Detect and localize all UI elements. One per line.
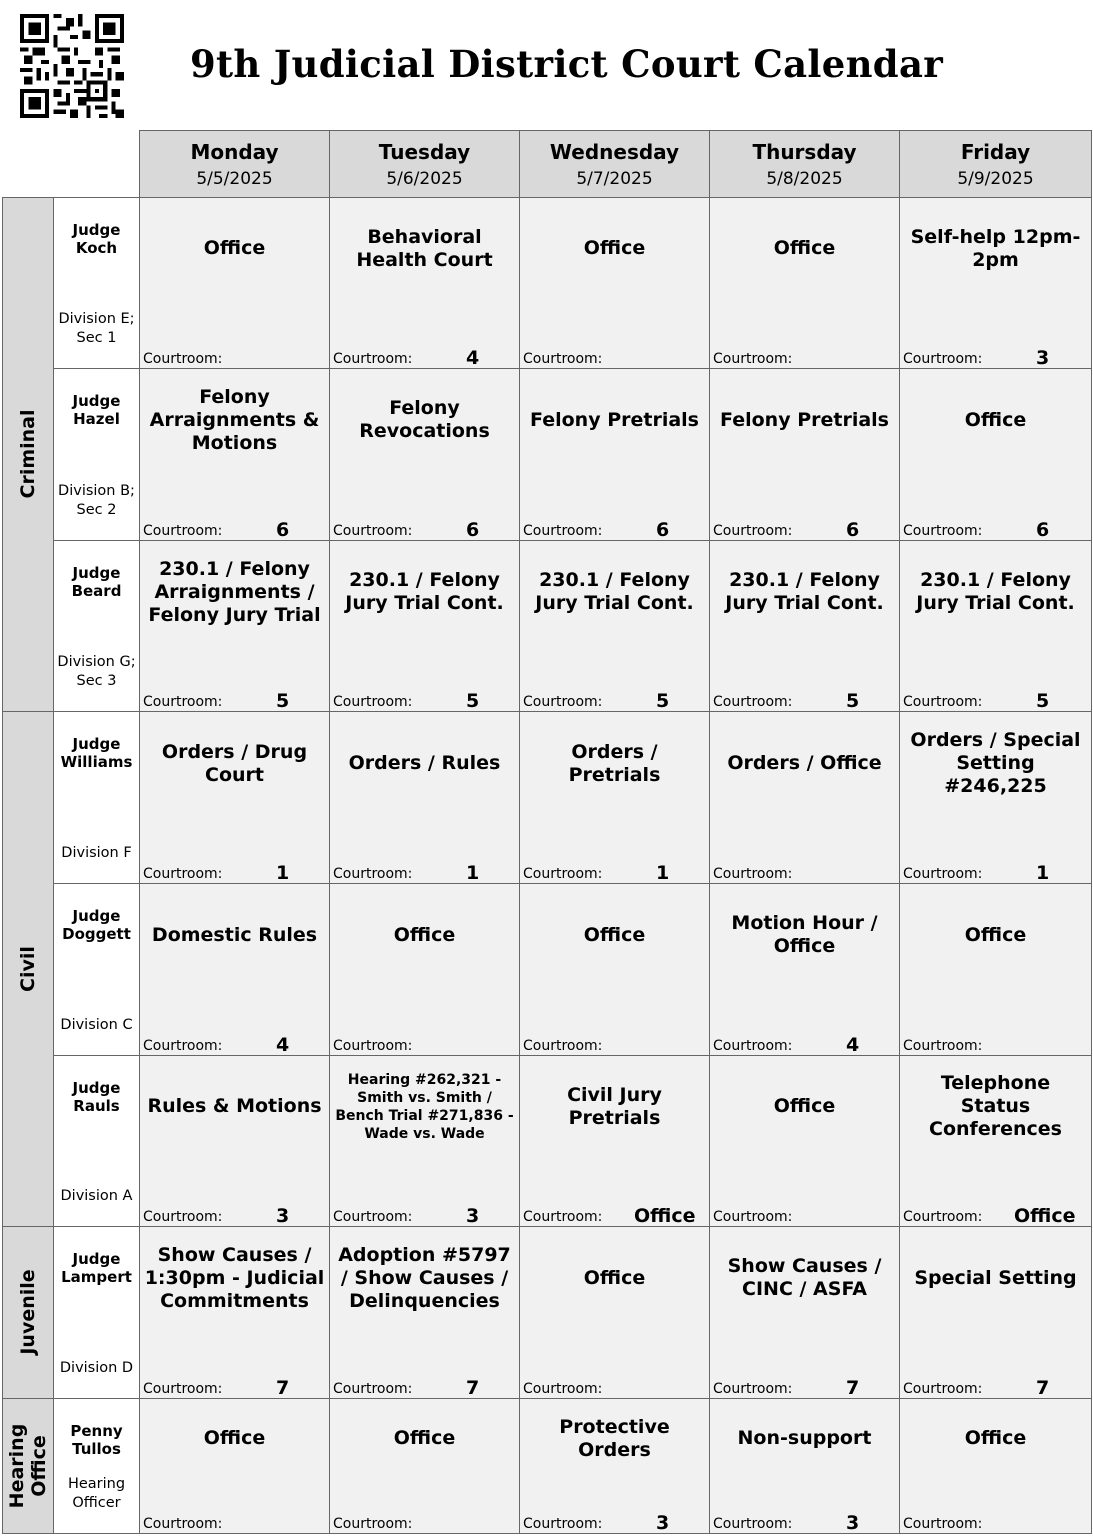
event-text: Office [203,237,266,260]
corner [3,131,140,198]
schedule-cell [900,1055,1092,1227]
courtroom-label: Courtroom: [333,351,413,368]
schedule-cell [520,883,710,1055]
judge-name: Judge Rauls [72,1078,121,1115]
courtroom-label: Courtroom: [333,1516,413,1532]
courtroom-label: Courtroom: [903,522,983,539]
courtroom-number: 3 [466,1205,480,1228]
courtroom-label: Courtroom: [523,522,603,539]
courtroom-number: 6 [1036,518,1050,541]
event-text: Office [583,237,646,260]
courtroom-number: 3 [276,1205,290,1228]
category-label: Hearing Office [6,1423,50,1509]
category-cell [3,712,54,1227]
schedule-cell [330,883,520,1055]
courtroom-label: Courtroom: [903,865,983,882]
day-date: 5/9/2025 [957,169,1034,189]
schedule-cell [330,197,520,369]
courtroom-number: 3 [1036,347,1050,370]
day-date: 5/6/2025 [386,169,463,189]
calendar-grid [2,130,1092,1534]
category-cell [3,197,54,712]
judge-cell [54,369,140,541]
event-text: Civil Jury Pretrials [567,1083,662,1129]
day-date: 5/8/2025 [766,169,843,189]
judge-row [3,1398,1092,1533]
schedule-cell [330,1055,520,1227]
courtroom-number: 7 [1036,1376,1050,1399]
division-label: Division G; Sec 3 [57,654,136,690]
judge-cell [54,1055,140,1227]
courtroom-number: 7 [276,1376,290,1399]
judge-row [3,540,1092,712]
event-text: Office [203,1427,266,1450]
courtroom-label: Courtroom: [903,1037,983,1054]
category-cell [3,1227,54,1399]
courtroom-label: Courtroom: [713,865,793,882]
courtroom-number: 7 [846,1376,860,1399]
event-text: 230.1 / Felony Arraignments / Felony Jury Trial [148,557,321,626]
division-label: Division D [59,1359,134,1376]
division-label: Division A [60,1188,133,1205]
day-header-friday [900,131,1092,198]
schedule-cell [330,540,520,712]
event-text: Felony Pretrials [720,408,889,431]
courtroom-number: 1 [1036,861,1050,884]
schedule-cell [900,1227,1092,1399]
judge-row [3,369,1092,541]
day-header-tuesday [330,131,520,198]
courtroom-label: Courtroom: [333,1380,413,1397]
judge-row [3,1055,1092,1227]
judge-cell [54,1227,140,1399]
courtroom-label: Courtroom: [143,1516,223,1532]
judge-cell [54,197,140,369]
event-text: Orders / Pretrials [568,740,661,786]
event-text: Office [393,1427,456,1450]
division-label: Division F [61,844,132,861]
event-text: Domestic Rules [151,923,318,946]
event-text: Behavioral Health Court [356,225,493,271]
courtroom-label: Courtroom: [143,351,223,368]
courtroom-number: 4 [846,1033,860,1056]
schedule-cell [710,712,900,884]
event-text: Orders / Rules [348,752,501,775]
judge-name: Penny Tullos [70,1421,123,1458]
schedule-cell [140,883,330,1055]
courtroom-number: 5 [1036,690,1050,713]
courtroom-number: 7 [466,1376,480,1399]
event-text: Show Causes / CINC / ASFA [727,1255,882,1301]
judge-name: Judge Hazel [72,392,121,429]
division-label: Division C [60,1016,133,1033]
event-text: Office [583,923,646,946]
event-text: Office [964,923,1027,946]
event-text: 230.1 / Felony Jury Trial Cont. [725,569,884,615]
courtroom-number: 1 [656,861,670,884]
schedule-cell [710,540,900,712]
schedule-cell [140,712,330,884]
schedule-cell [710,1227,900,1399]
day-header-monday [140,131,330,198]
schedule-cell [330,1227,520,1399]
day-date: 5/7/2025 [576,169,653,189]
event-text: Self-help 12pm-2pm [910,225,1081,271]
courtroom-label: Courtroom: [713,1516,793,1532]
event-text: Office [964,408,1027,431]
courtroom-label: Courtroom: [713,522,793,539]
courtroom-label: Courtroom: [713,1380,793,1397]
schedule-cell [900,883,1092,1055]
event-text: Orders / Drug Court [161,740,308,786]
courtroom-label: Courtroom: [713,694,793,711]
day-header-wednesday [520,131,710,198]
courtroom-label: Courtroom: [143,1209,223,1226]
courtroom-number: 3 [656,1512,670,1534]
event-text: Office [393,923,456,946]
schedule-cell [710,369,900,541]
schedule-cell [330,1398,520,1533]
courtroom-label: Courtroom: [523,865,603,882]
courtroom-label: Courtroom: [333,1209,413,1226]
courtroom-label: Courtroom: [523,1037,603,1054]
event-text: Office [773,1095,836,1118]
courtroom-number: 1 [466,861,480,884]
judge-row [3,883,1092,1055]
courtroom-number: 1 [276,861,290,884]
schedule-cell [330,712,520,884]
event-text: Felony Revocations [359,397,490,443]
schedule-cell [710,883,900,1055]
event-text: Adoption #5797 / Show Causes / Delinquencies [338,1243,511,1312]
schedule-cell [520,712,710,884]
schedule-cell [520,1055,710,1227]
judge-name: Judge Koch [72,220,121,257]
courtroom-number: 3 [846,1512,860,1534]
courtroom-number: 5 [656,690,670,713]
division-label: Division E; Sec 1 [58,311,135,347]
day-name: Monday [190,140,279,164]
courtroom-label: Courtroom: [903,1516,983,1532]
judge-row [3,197,1092,369]
event-text: Orders / Office [727,752,882,775]
qr-code [20,14,124,118]
judge-name: Judge Lampert [61,1250,132,1287]
judge-cell [54,712,140,884]
day-name: Wednesday [549,140,680,164]
courtroom-label: Courtroom: [903,694,983,711]
day-header-thursday [710,131,900,198]
schedule-cell [710,1398,900,1533]
courtroom-label: Courtroom: [143,522,223,539]
event-text: Rules & Motions [147,1095,322,1118]
courtroom-label: Courtroom: [143,865,223,882]
judge-cell [54,540,140,712]
courtroom-label: Courtroom: [713,351,793,368]
schedule-cell [140,1398,330,1533]
event-text: Show Causes / 1:30pm - Judicial Commitments [144,1243,325,1312]
courtroom-number: Office [634,1205,696,1228]
event-text: Orders / Special Setting #246,225 [910,729,1081,798]
event-text: Protective Orders [559,1415,670,1461]
schedule-cell [520,1398,710,1533]
courtroom-number: 4 [466,347,480,370]
category-label: Juvenile [17,1269,39,1356]
courtroom-label: Courtroom: [713,1037,793,1054]
page-title: 9th Judicial District Court Calendar [189,42,944,86]
event-text: Non-support [737,1427,872,1450]
judge-cell [54,1398,140,1533]
courtroom-label: Courtroom: [523,694,603,711]
judge-name: Judge Beard [71,563,122,600]
day-name: Thursday [752,140,857,164]
courtroom-number: 5 [276,690,290,713]
day-name: Friday [960,140,1031,164]
schedule-cell [520,540,710,712]
division-label: Hearing Officer [67,1476,126,1511]
courtroom-label: Courtroom: [523,1516,603,1532]
day-name: Tuesday [378,140,471,164]
judge-cell [54,883,140,1055]
courtroom-label: Courtroom: [333,1037,413,1054]
event-text: Office [583,1266,646,1289]
courtroom-number: 6 [656,518,670,541]
courtroom-label: Courtroom: [903,1209,983,1226]
schedule-cell [140,1055,330,1227]
event-text: Office [964,1427,1027,1450]
courtroom-label: Courtroom: [903,1380,983,1397]
schedule-cell [140,369,330,541]
division-label: Division B; Sec 2 [58,482,135,518]
courtroom-number: 5 [466,690,480,713]
courtroom-label: Courtroom: [713,1209,793,1226]
courtroom-number: Office [1014,1205,1076,1228]
day-date: 5/5/2025 [196,169,273,189]
schedule-cell [900,712,1092,884]
category-cell [3,1398,54,1533]
courtroom-label: Courtroom: [333,522,413,539]
schedule-cell [710,1055,900,1227]
courtroom-label: Courtroom: [143,694,223,711]
event-text: 230.1 / Felony Jury Trial Cont. [345,569,504,615]
courtroom-label: Courtroom: [333,865,413,882]
schedule-cell [140,1227,330,1399]
courtroom-label: Courtroom: [523,1380,603,1397]
courtroom-label: Courtroom: [903,351,983,368]
event-text: Felony Pretrials [530,408,699,431]
event-text: 230.1 / Felony Jury Trial Cont. [916,569,1075,615]
schedule-cell [900,369,1092,541]
courtroom-number: 6 [846,518,860,541]
courtroom-number: 4 [276,1033,290,1056]
courtroom-label: Courtroom: [143,1380,223,1397]
judge-row [3,712,1092,884]
courtroom-number: 6 [276,518,290,541]
event-text: 230.1 / Felony Jury Trial Cont. [535,569,694,615]
schedule-cell [520,197,710,369]
courtroom-label: Courtroom: [143,1037,223,1054]
category-label: Criminal [17,409,39,499]
category-label: Civil [17,946,39,993]
courtroom-label: Courtroom: [333,694,413,711]
event-text: Telephone Status Conferences [929,1072,1062,1141]
courtroom-label: Courtroom: [523,351,603,368]
event-text: Felony Arraignments & Motions [149,385,320,454]
judge-name: Judge Williams [60,735,133,772]
event-text: Office [773,237,836,260]
schedule-cell [520,369,710,541]
event-text: Motion Hour / Office [731,912,878,958]
schedule-cell [140,197,330,369]
schedule-cell [900,197,1092,369]
judge-row [3,1227,1092,1399]
courtroom-number: 6 [466,518,480,541]
schedule-cell [900,1398,1092,1533]
courtroom-label: Courtroom: [523,1209,603,1226]
event-text: Hearing #262,321 - Smith vs. Smith / Bench Trial #271,836 - Wade vs. Wade [335,1071,514,1142]
courtroom-number: 5 [846,690,860,713]
schedule-cell [900,540,1092,712]
judge-name: Judge Doggett [62,906,131,943]
schedule-cell [710,197,900,369]
schedule-cell [330,369,520,541]
event-text: Special Setting [914,1266,1077,1289]
schedule-cell [140,540,330,712]
schedule-cell [520,1227,710,1399]
